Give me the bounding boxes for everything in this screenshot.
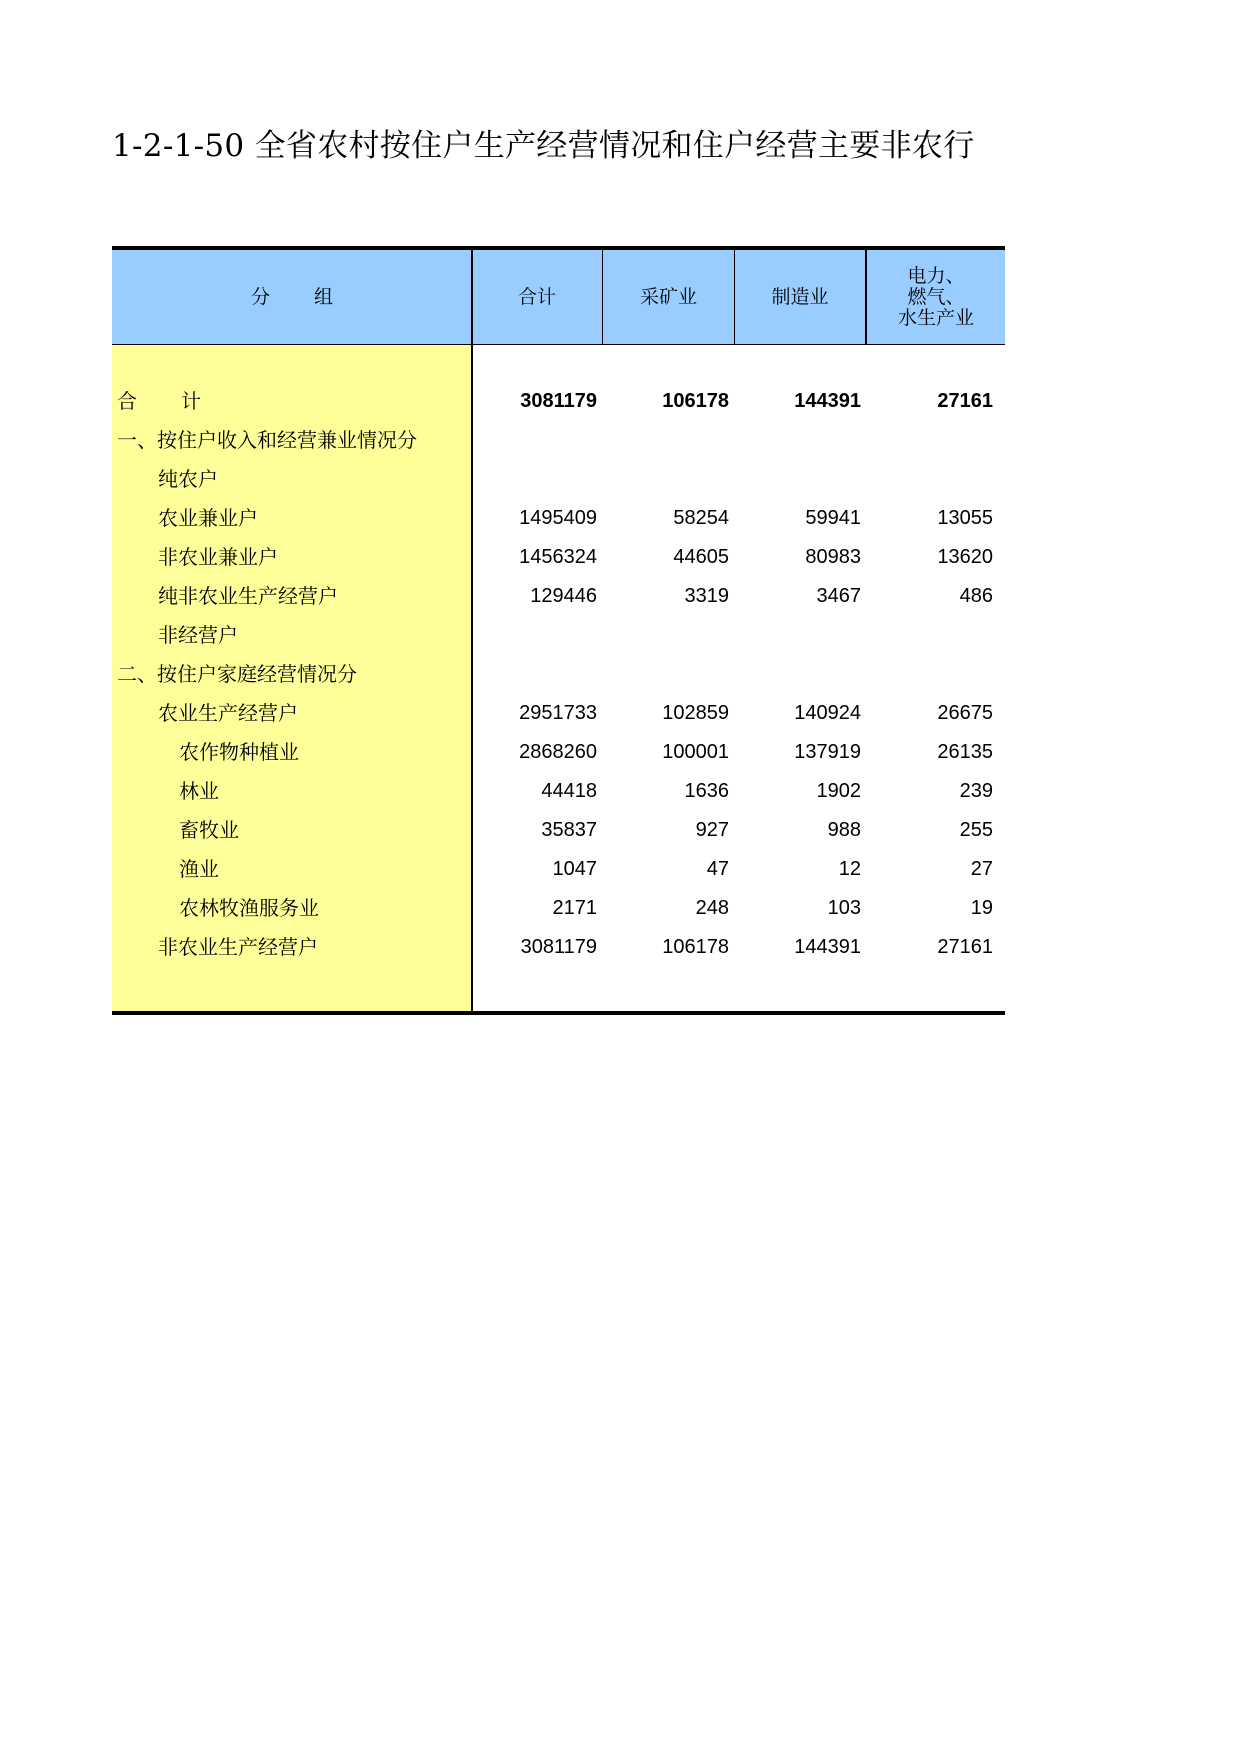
cell-total: 1047	[552, 858, 597, 880]
table-row	[112, 499, 1005, 538]
cell-total: 1456324	[519, 546, 597, 568]
cell-utilities: 26135	[937, 741, 993, 763]
cell-total: 3081179	[520, 390, 597, 412]
table-row	[112, 460, 1005, 499]
cell-mining: 100001	[662, 741, 729, 763]
cell-utilities	[887, 616, 993, 655]
column-header-utilities	[867, 250, 1005, 344]
header-bottom-rule	[112, 344, 1005, 345]
cell-mining: 58254	[673, 507, 729, 529]
row-label: 纯农户	[158, 467, 218, 491]
cell-mining	[623, 421, 729, 460]
row-label: 纯非农业生产经营户	[158, 584, 338, 608]
cell-total	[492, 460, 597, 499]
table-row	[112, 772, 1005, 811]
cell-utilities: 255	[959, 819, 993, 841]
cell-total	[492, 421, 597, 460]
cell-mining	[623, 460, 729, 499]
column-header-line: 采矿业	[639, 285, 697, 308]
cell-total	[492, 655, 597, 694]
row-label-part-b: 计	[181, 389, 201, 413]
cell-manufacturing: 137919	[794, 741, 861, 763]
table-bottom-rule	[112, 1011, 1005, 1015]
table-row	[112, 538, 1005, 577]
cell-mining: 102859	[662, 702, 729, 724]
row-label-part-a: 合	[117, 389, 137, 413]
cell-total: 2951733	[519, 702, 597, 724]
cell-manufacturing: 1902	[816, 780, 861, 802]
cell-manufacturing	[755, 460, 861, 499]
cell-manufacturing: 140924	[794, 702, 861, 724]
cell-mining: 3319	[684, 585, 729, 607]
cell-manufacturing	[755, 421, 861, 460]
title-container	[112, 118, 1005, 178]
row-label: 非经营户	[158, 623, 238, 647]
cell-total: 44418	[541, 780, 597, 802]
cell-utilities: 486	[959, 585, 993, 607]
page-title: 1-2-1-50 全省农村按住户生产经营情况和住户经营主要非农行	[112, 128, 975, 164]
cell-utilities	[887, 421, 993, 460]
row-label: 二、按住户家庭经营情况分	[117, 662, 357, 686]
cell-total: 35837	[541, 819, 597, 841]
column-header-line: 合计	[517, 285, 556, 308]
cell-manufacturing: 988	[827, 819, 861, 841]
cell-mining: 47	[706, 858, 729, 880]
table-row-total	[112, 382, 1005, 421]
cell-manufacturing	[755, 655, 861, 694]
row-label: 非农业兼业户	[158, 545, 278, 569]
cell-manufacturing: 3467	[816, 585, 861, 607]
cell-manufacturing: 144391	[794, 936, 861, 958]
cell-utilities: 27161	[937, 936, 993, 958]
cell-mining: 248	[695, 897, 729, 919]
row-label: 农林牧渔服务业	[179, 896, 319, 920]
cell-mining: 927	[695, 819, 729, 841]
column-header-line: 电力、	[907, 264, 965, 287]
column-header-line: 燃气、	[907, 285, 965, 308]
cell-manufacturing: 80983	[805, 546, 861, 568]
row-label: 渔业	[179, 857, 219, 881]
cell-total: 3081179	[520, 936, 597, 958]
table-row	[112, 655, 1005, 694]
cell-utilities	[887, 655, 993, 694]
cell-total: 2868260	[519, 741, 597, 763]
column-header-manufacturing	[735, 250, 865, 344]
cell-manufacturing: 144391	[794, 390, 861, 412]
cell-total	[492, 616, 597, 655]
cell-mining: 106178	[662, 936, 729, 958]
cell-utilities: 26675	[937, 702, 993, 724]
cell-total: 129446	[530, 585, 597, 607]
group-column-header	[112, 250, 472, 344]
cell-utilities: 13620	[937, 546, 993, 568]
row-label	[117, 382, 201, 421]
row-label: 畜牧业	[179, 818, 239, 842]
column-header-line: 制造业	[771, 285, 829, 308]
row-label: 非农业生产经营户	[158, 935, 318, 959]
cell-manufacturing: 59941	[805, 507, 861, 529]
row-label: 农作物种植业	[179, 740, 299, 764]
table-row	[112, 616, 1005, 655]
cell-manufacturing: 103	[827, 897, 861, 919]
row-label: 农业生产经营户	[158, 701, 298, 725]
cell-utilities: 27161	[937, 390, 993, 412]
row-label: 林业	[179, 779, 219, 803]
cell-total: 1495409	[519, 507, 597, 529]
column-header-line: 水生产业	[897, 306, 974, 329]
cell-utilities: 13055	[937, 507, 993, 529]
table-row	[112, 733, 1005, 772]
cell-mining	[623, 655, 729, 694]
table-row	[112, 850, 1005, 889]
cell-mining: 106178	[662, 390, 729, 412]
row-label: 农业兼业户	[158, 506, 258, 530]
cell-manufacturing	[755, 616, 861, 655]
column-header-total	[472, 250, 602, 344]
table-row	[112, 889, 1005, 928]
table-row	[112, 421, 1005, 460]
cell-utilities	[887, 460, 993, 499]
table-row	[112, 694, 1005, 733]
row-label: 一、按住户收入和经营兼业情况分	[117, 428, 417, 452]
cell-utilities: 239	[959, 780, 993, 802]
cell-mining	[623, 616, 729, 655]
group-header-part-b: 组	[314, 285, 334, 308]
cell-total: 2171	[552, 897, 597, 919]
statistics-table	[112, 246, 1005, 1016]
cell-utilities: 19	[970, 897, 993, 919]
group-header-part-a: 分	[250, 285, 270, 308]
cell-manufacturing: 12	[838, 858, 861, 880]
column-header-mining	[603, 250, 734, 344]
table-row	[112, 928, 1005, 967]
cell-utilities: 27	[970, 858, 993, 880]
cell-mining: 44605	[673, 546, 729, 568]
table-row	[112, 811, 1005, 850]
table-row	[112, 577, 1005, 616]
cell-mining: 1636	[684, 780, 729, 802]
